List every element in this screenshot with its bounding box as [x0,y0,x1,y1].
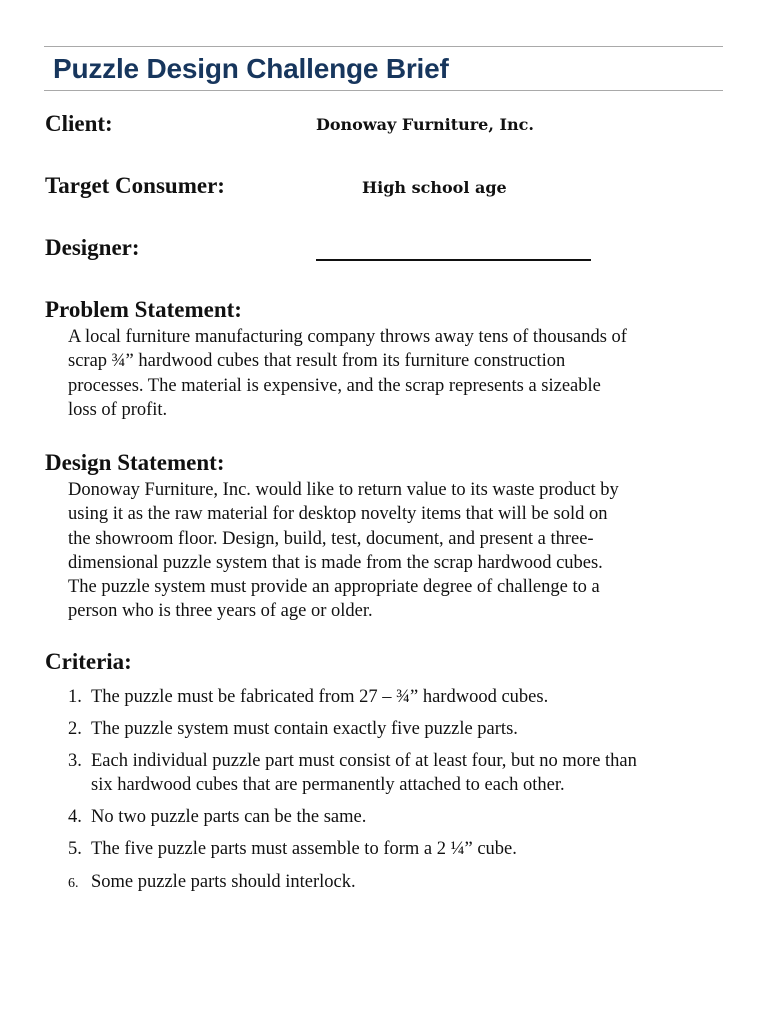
problem-statement-line: loss of profit. [68,399,168,420]
criteria-text-line: Some puzzle parts should interlock. [91,872,356,892]
design-statement-line: dimensional puzzle system that is made from the scrap hardwood cubes. [68,552,603,573]
problem-statement-heading: Problem Statement: [45,297,242,322]
design-statement-line: the showroom floor. Design, build, test, document, and present a three- [68,528,594,549]
design-statement-line: The puzzle system must provide an appropriate degree of challenge to a [68,577,600,598]
design-statement-line: person who is three years of age or older. [68,601,373,622]
criteria-text [91,685,731,709]
document-title: Puzzle Design Challenge Brief [53,53,449,84]
criteria-text-line: The puzzle system must contain exactly five puzzle parts. [91,719,518,739]
criteria-text-line: No two puzzle parts can be the same. [91,807,367,827]
target-consumer-label: Target Consumer: [45,173,225,198]
criteria-number: 3. [68,751,82,771]
criteria-number: 5. [68,839,82,859]
criteria-number: 2. [68,719,82,739]
design-statement-line: Donoway Furniture, Inc. would like to return value to its waste product by [68,480,619,500]
criteria-text [91,717,731,741]
criteria-text-line: The puzzle must be fabricated from 27 – ¾” hardwood cubes. [91,687,549,707]
criteria-text [91,805,731,829]
design-statement-line: using it as the raw material for desktop novelty items that will be sold on [68,504,608,525]
criteria-text [91,870,731,894]
criteria-number: 4. [68,807,82,827]
criteria-number: 1. [68,687,82,707]
criteria-text-line: The five puzzle parts must assemble to form a 2 ¼” cube. [91,839,517,859]
target-consumer-value: High school age [362,178,507,197]
designer-label: Designer: [45,235,140,260]
criteria-text-line: six hardwood cubes that are permanently attached to each other. [91,775,565,795]
title-bar [44,46,723,91]
design-statement-text [68,478,728,624]
problem-statement-text [68,325,728,422]
design-statement-heading: Design Statement: [45,450,225,475]
problem-statement-line: A local furniture manufacturing company throws away tens of thousands of [68,327,627,347]
criteria-text [91,749,731,797]
criteria-number: 6. [68,876,79,891]
client-value: Donoway Furniture, Inc. [316,115,534,134]
criteria-text-line: Each individual puzzle part must consist of at least four, but no more than [91,751,637,771]
client-label: Client: [45,111,113,136]
criteria-heading: Criteria: [45,649,132,674]
problem-statement-line: scrap ¾” hardwood cubes that result from its furniture construction [68,351,566,372]
problem-statement-line: processes. The material is expensive, and the scrap represents a sizeable [68,375,601,396]
criteria-text [91,837,731,861]
designer-blank-line [316,259,591,261]
